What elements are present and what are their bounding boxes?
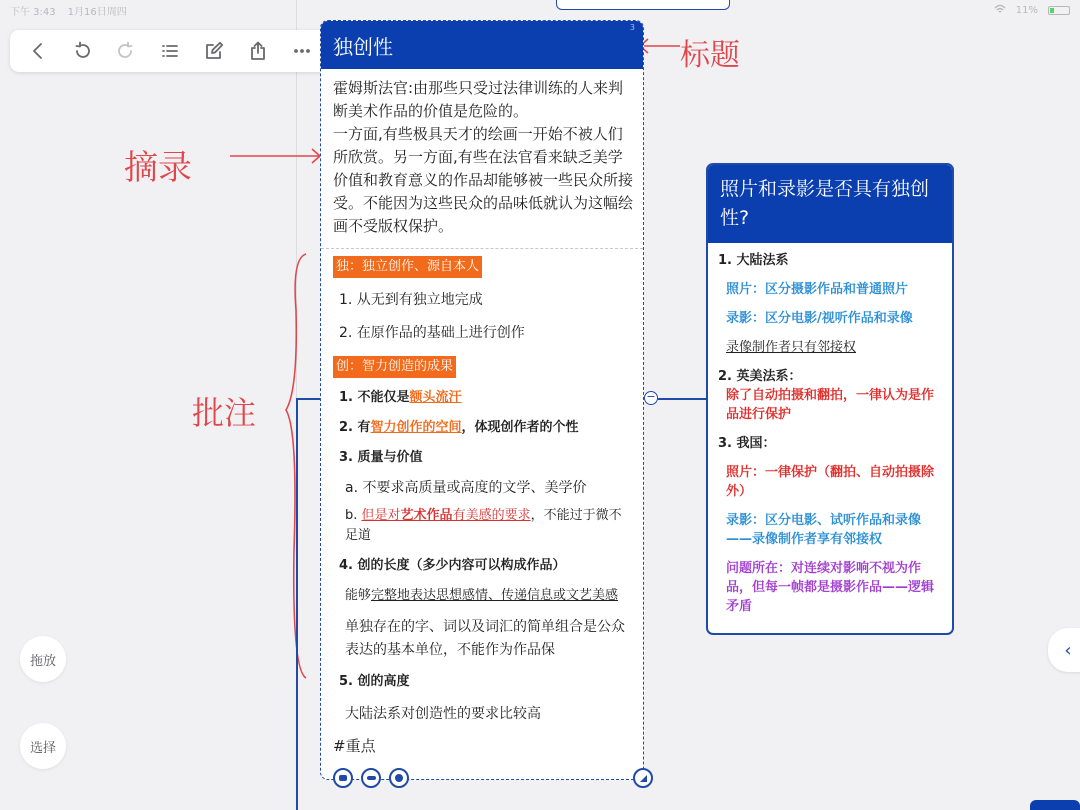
card2-title[interactable]: 照片和录影是否具有独创性? [708, 165, 952, 243]
annotation-note-label: 批注 [192, 394, 257, 432]
more-icon[interactable] [285, 34, 319, 68]
offscreen-node-edge[interactable] [1030, 800, 1080, 810]
note-heading-creative: 创：智力创造的成果 [333, 356, 456, 378]
note-underline: 完整地表达思想感情、传递信息或文艺美感 [371, 588, 619, 603]
note-line: 录影：区分电影/视听作品和录像 [726, 311, 913, 326]
share-icon[interactable] [241, 34, 275, 68]
mindmap-card-photo-video[interactable] [706, 163, 954, 635]
note-line [333, 506, 633, 546]
note-line: 问题所在：对连续对影响不视为作品，但每一帧都是摄影作品——逻辑矛盾 [726, 561, 935, 614]
note-line: 4. 创的长度（多少内容可以构成作品） [339, 558, 566, 573]
note-line: 照片：区分摄影作品和普通照片 [726, 282, 909, 297]
note-underline: 录像制作者只有邻接权 [726, 340, 857, 355]
note-text: ，不能过于微不足道 [345, 508, 622, 543]
excerpt-note-divider [321, 248, 643, 249]
note-line [339, 388, 633, 408]
note-highlight: 有美感的要求 [452, 508, 531, 523]
annotation-arrow-excerpt [228, 146, 324, 166]
mindmap-card-originality[interactable] [320, 20, 644, 780]
comment-icon[interactable] [333, 768, 353, 788]
card-excerpt[interactable] [333, 77, 633, 238]
note-line: 1. 大陆法系 [718, 253, 789, 268]
note-line: a. 不要求高质量或高度的文学、美学价 [345, 480, 587, 496]
note-line: 5. 创的高度 [339, 674, 410, 689]
parent-node-edge[interactable] [556, 0, 730, 10]
note-line [333, 586, 633, 606]
annotation-excerpt-label: 摘录 [124, 148, 192, 188]
attachment-icon[interactable] [389, 768, 409, 788]
card-title-counter: 3 [629, 23, 635, 32]
note-line: 除了自动拍摄和翻拍，一律认为是作品进行保护 [726, 388, 935, 422]
collapse-icon[interactable]: − [644, 391, 658, 405]
note-line: 1. 从无到有独立地完成 [339, 292, 483, 308]
note-line: 2. 在原作品的基础上进行创作 [339, 325, 525, 341]
note-text: b. [345, 508, 362, 523]
note-line: 照片：一律保护（翻拍、自动拍摄除外） [726, 465, 935, 499]
annotation-title-label: 标题 [680, 38, 740, 73]
connector-line-right [658, 398, 708, 400]
back-icon[interactable] [21, 34, 55, 68]
expand-panel-chevron-icon[interactable]: ‹ [1048, 628, 1080, 672]
card-footer-icons [333, 768, 409, 788]
wifi-icon [994, 4, 1006, 17]
note-text: 2. 有 [339, 420, 371, 435]
undo-icon[interactable] [65, 34, 99, 68]
note-highlight: 额头流汗 [409, 390, 462, 405]
connector-line-left [296, 398, 322, 400]
note-line: 大陆法系对创造性的要求比较高 [345, 706, 541, 722]
status-time: 下午 3:43 [10, 6, 56, 18]
note-heading-independent: 独：独立创作、源自本人 [333, 256, 482, 278]
status-battery-percent: 11% [1015, 4, 1038, 16]
toolbar [10, 30, 330, 72]
note-text: 能够 [345, 588, 372, 603]
drag-button[interactable]: 拖放 [20, 636, 66, 682]
note-highlight: 智力创作的空间 [370, 420, 462, 435]
connector-line-down [296, 398, 298, 810]
note-text: ，体现创作者的个性 [461, 420, 579, 435]
card-title-text: 独创性 [333, 34, 393, 59]
note-highlight: 艺术作品 [400, 508, 453, 523]
note-line: 录影：区分电影、试听作品和录像——录像制作者享有邻接权 [726, 513, 922, 547]
card-title[interactable] [321, 21, 643, 69]
note-line: 3. 我国： [718, 436, 776, 451]
note-line: 3. 质量与价值 [339, 450, 423, 465]
link-icon[interactable] [361, 768, 381, 788]
note-line [339, 418, 633, 438]
resize-handle-icon[interactable] [633, 768, 653, 788]
note-line [718, 338, 942, 357]
tag-label[interactable]: #重点 [333, 737, 376, 755]
edit-icon[interactable] [197, 34, 231, 68]
excerpt-text: 霍姆斯法官:由那些只受过法律训练的人来判断美术作品的价值是危险的。 一方面,有些极具天才的绘画一开始不被人们所欣赏。另一方面,有些在法官看来缺乏美学价值和教育意义的作品却能够被一些民众所接受。不能因为这些民众的品味低就认为这幅绘画不受版权保护。 [333, 79, 634, 235]
note-line: 2. 英美法系： [718, 369, 802, 384]
note-highlight: 但是对 [361, 508, 401, 523]
status-bar [0, 0, 1080, 20]
redo-icon[interactable] [109, 34, 143, 68]
note-text: 1. 不能仅是 [339, 390, 410, 405]
select-button[interactable]: 选择 [20, 723, 66, 769]
battery-icon [1048, 6, 1070, 15]
note-line: 单独存在的字、词以及词汇的简单组合是公众表达的基本单位，不能作为作品保 [345, 619, 625, 658]
list-icon[interactable] [153, 34, 187, 68]
status-date: 1月16日周四 [67, 6, 127, 18]
